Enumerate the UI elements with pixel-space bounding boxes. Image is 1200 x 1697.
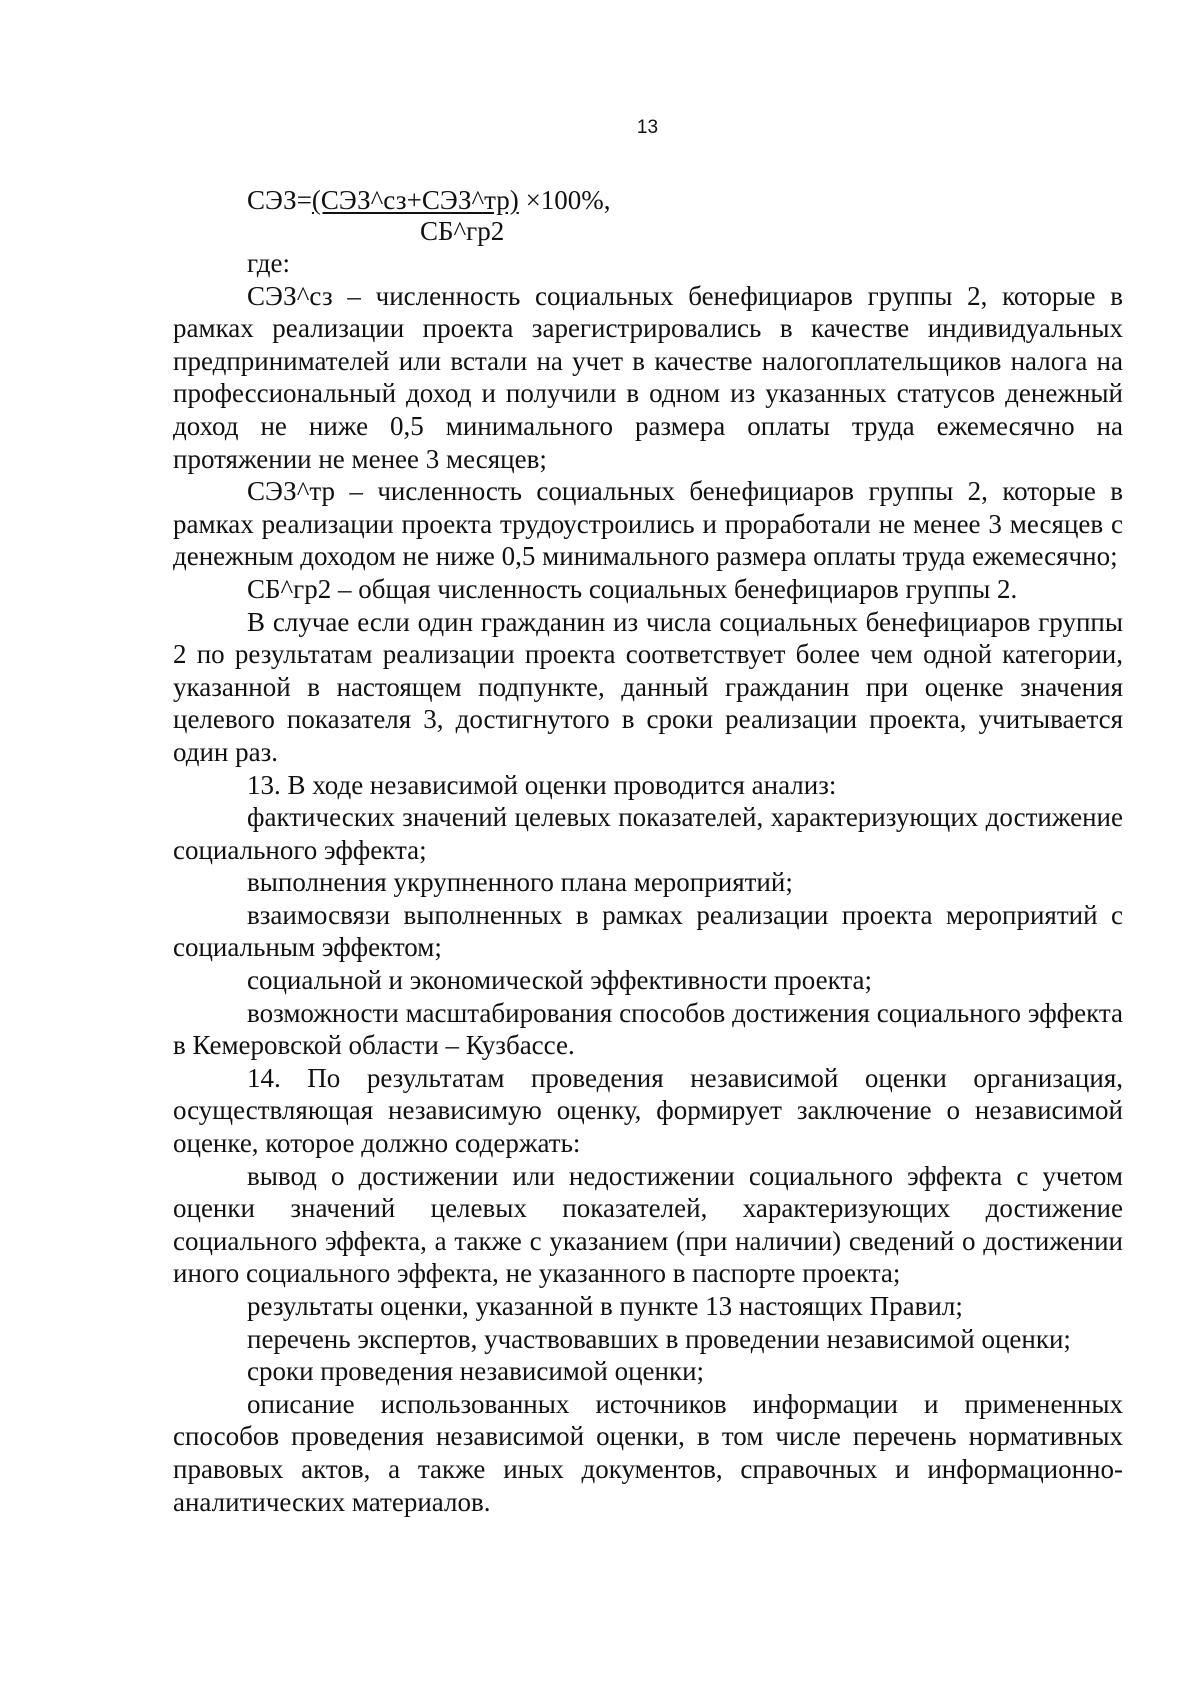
formula-denominator: СБ^гр2 [420, 216, 505, 246]
formula-lhs: СЭЗ= [247, 185, 312, 215]
paragraph-clause-13-item-1: фактических значений целевых показателей, характеризующих достижение социального эффекта; [173, 802, 1123, 865]
paragraph-def-sez-tr: СЭЗ^тр – численность социальных бенефициаров группы 2, которые в рамках реализации проекта трудоустроились и проработали не менее 3 месяцев с денежным доходом не ниже 0,5 минимального размера оплаты труда ежемесячно; [173, 476, 1123, 572]
paragraph-where: где: [247, 248, 290, 278]
paragraph-clause-14-item-5: описание использованных источников информации и примененных способов проведения независимой оценки, в том числе перечень нормативных правовых актов, а также иных документов, справочных и информационно-аналитических материалов. [173, 1388, 1123, 1517]
paragraph-clause-13: 13. В ходе независимой оценки проводится анализ: [247, 769, 837, 800]
paragraph-def-sez-sz: СЭЗ^сз – численность социальных бенефициаров группы 2, которые в рамках реализации проекта зарегистрировались в качестве индивидуальных предпринимателей или встали на учет в качестве налогоплательщиков налога на профессиональный доход и получили в одном из указанных статусов денежный доход не ниже 0,5 минимального размера оплаты труда ежемесячно на протяжении не менее 3 месяцев; [173, 280, 1123, 474]
paragraph-clause-14-item-2: результаты оценки, указанной в пункте 13 настоящих Правил; [247, 1291, 963, 1321]
page-number: 13 [636, 117, 659, 138]
paragraph-single-count-note: В случае если один гражданин из числа социальных бенефициаров группы 2 по результатам реализации проекта соответствует более чем одной категории, указанной в настоящем подпункте, данный гражданин при оценке значения целевого показателя 3, достигнутого в сроки реализации проекта, учитывается один раз. [173, 606, 1123, 767]
paragraph-clause-14-item-1: вывод о достижении или недостижении социального эффекта с учетом оценки значений целевых показателей, характеризующих достижение социального эффекта, а также с указанием (при наличии) сведений о достижении иного социального эффекта, не указанного в паспорте проекта; [173, 1160, 1123, 1289]
document-body [173, 247, 1123, 1518]
paragraph-clause-14-item-3: перечень экспертов, участвовавших в проведении независимой оценки; [247, 1323, 1071, 1354]
paragraph-clause-14-item-4: сроки проведения независимой оценки; [247, 1356, 705, 1387]
paragraph-clause-13-item-5: возможности масштабирования способов достижения социального эффекта в Кемеровской области – Кузбассе. [173, 997, 1123, 1061]
paragraph-clause-13-item-2: выполнения укрупненного плана мероприятий; [247, 867, 793, 898]
formula-numerator: (СЭЗ^сз+СЭЗ^тр) [311, 185, 519, 215]
paragraph-def-sb-gr2: СБ^гр2 – общая численность социальных бенефициаров группы 2. [247, 573, 1018, 604]
paragraph-clause-13-item-3: взаимосвязи выполненных в рамках реализации проекта мероприятий с социальным эффектом; [173, 899, 1123, 963]
paragraph-clause-13-item-4: социальной и экономической эффективности проекта; [247, 965, 872, 996]
paragraph-clause-14: 14. По результатам проведения независимой оценки организация, осуществляющая независимую оценку, формирует заключение о независимой оценке, которое должно содержать: [173, 1062, 1123, 1159]
formula-multiplier: ×100%, [518, 185, 611, 215]
formula-numerator-line [247, 185, 611, 216]
